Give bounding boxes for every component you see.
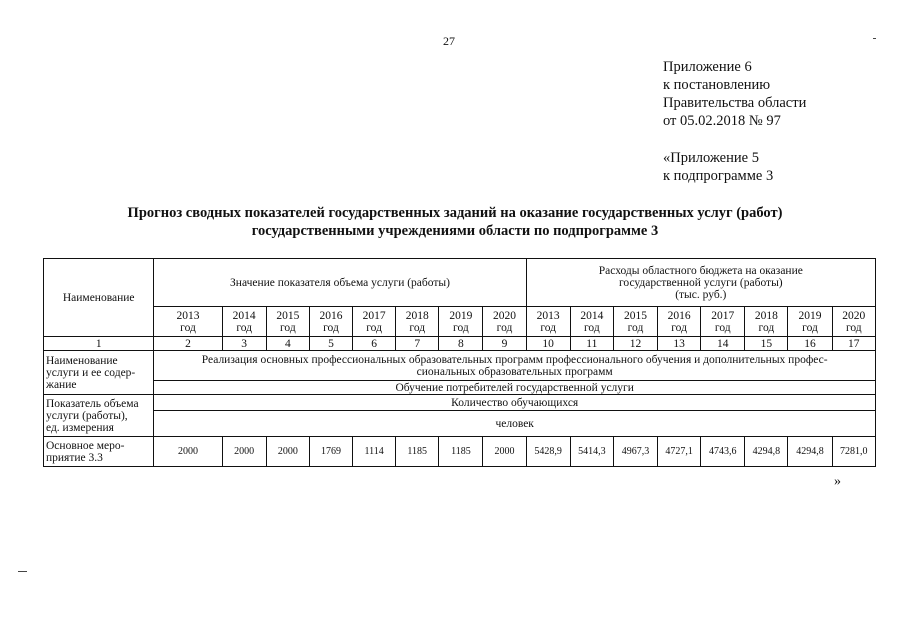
column-number-cell: 17: [832, 337, 875, 351]
year-header-cell: [832, 307, 875, 337]
year-suffix: год: [236, 321, 253, 334]
label-line: жание: [46, 378, 77, 391]
title-line: государственными учреждениями области по подпрограмме 3: [251, 223, 659, 239]
row-label-indicator: [44, 395, 154, 437]
title-line: Прогноз сводных показателей государственных заданий на оказание государственных услуг (работ): [127, 205, 783, 221]
volume-value-cell: 1114: [353, 437, 396, 467]
volume-value-cell: 1769: [309, 437, 352, 467]
volume-value-cell: 1185: [396, 437, 439, 467]
year-header-row: [44, 307, 876, 337]
header-budget-line: (тыс. руб.): [675, 288, 727, 301]
volume-value-cell: 2000: [154, 437, 222, 467]
row-label-main-event: [44, 437, 154, 467]
year-suffix: год: [180, 321, 196, 334]
year-suffix: год: [802, 321, 818, 334]
year-suffix: год: [496, 321, 513, 334]
column-number-cell: 8: [439, 337, 483, 351]
year-header-cell: [309, 307, 352, 337]
label-line: ед. измерения: [46, 421, 114, 434]
column-number-cell: 12: [613, 337, 657, 351]
column-number-cell: 15: [745, 337, 788, 351]
column-number-cell: 2: [154, 337, 222, 351]
subappendix-line: к подпрограмме 3: [663, 168, 774, 184]
year-label: 2017: [711, 309, 735, 322]
forecast-table: [43, 258, 876, 467]
appendix-line: Правительства области: [663, 95, 807, 111]
column-number-cell: 14: [701, 337, 745, 351]
budget-value-cell: 5428,9: [526, 437, 570, 467]
indicator-cell: Количество обучающихся: [154, 395, 876, 411]
year-suffix: год: [279, 321, 296, 334]
service-line: Реализация основных профессиональных образовательных программ профессионального обучения и дополнительных профес-: [201, 353, 828, 366]
year-label: 2019: [798, 309, 822, 322]
budget-value-cell: 4743,6: [701, 437, 745, 467]
label-line: услуги (работы),: [46, 409, 128, 422]
year-label: 2014: [580, 309, 604, 322]
year-label: 2013: [176, 309, 200, 322]
service-line: сиональных образовательных программ: [416, 365, 613, 378]
year-header-cell: [701, 307, 745, 337]
year-label: 2018: [405, 309, 429, 322]
column-number-row: [44, 337, 876, 351]
budget-value-cell: 4727,1: [658, 437, 701, 467]
year-header-cell: [613, 307, 657, 337]
year-header-cell: [154, 307, 222, 337]
appendix-line: от 05.02.2018 № 97: [663, 113, 781, 129]
year-label: 2015: [623, 309, 647, 322]
volume-value-cell: 2000: [266, 437, 309, 467]
column-number-cell: 5: [309, 337, 352, 351]
year-suffix: год: [583, 321, 600, 334]
year-header-cell: [439, 307, 483, 337]
column-number-cell: 13: [658, 337, 701, 351]
appendix-line: к постановлению: [663, 77, 771, 93]
column-number-cell: 6: [353, 337, 396, 351]
year-header-cell: [658, 307, 701, 337]
year-header-cell: [526, 307, 570, 337]
year-label: 2015: [276, 309, 300, 322]
budget-value-cell: 7281,0: [832, 437, 875, 467]
header-budget-group: [526, 259, 875, 307]
volume-value-cell: 2000: [222, 437, 266, 467]
label-line: приятие 3.3: [46, 451, 103, 464]
label-line: Показатель объема: [46, 397, 139, 410]
year-label: 2014: [232, 309, 256, 322]
budget-value-cell: 4294,8: [745, 437, 788, 467]
year-suffix: год: [366, 321, 382, 334]
budget-value-cell: 4294,8: [788, 437, 832, 467]
year-label: 2016: [319, 309, 343, 322]
year-suffix: год: [714, 321, 731, 334]
column-number-cell: 9: [483, 337, 526, 351]
volume-value-cell: 2000: [483, 437, 526, 467]
year-suffix: год: [671, 321, 687, 334]
subappendix-block: [663, 149, 773, 185]
year-suffix: год: [540, 321, 557, 334]
budget-value-cell: 5414,3: [570, 437, 613, 467]
year-header-cell: [266, 307, 309, 337]
header-volume-group: Значение показателя объема услуги (работы): [154, 259, 526, 307]
year-label: 2016: [667, 309, 691, 322]
year-suffix: год: [845, 321, 862, 334]
column-number-cell: 11: [570, 337, 613, 351]
document-title: [40, 204, 870, 240]
year-label: 2020: [842, 309, 866, 322]
page-number: 27: [443, 34, 455, 48]
service-name-cell: [154, 351, 876, 381]
year-header-cell: [222, 307, 266, 337]
year-header-cell: [745, 307, 788, 337]
budget-value-cell: 4967,3: [613, 437, 657, 467]
year-suffix: год: [627, 321, 644, 334]
scan-speck: [18, 571, 27, 572]
header-budget-line: государственной услуги (работы): [618, 276, 783, 289]
appendix-block: [663, 58, 806, 130]
volume-value-cell: 1185: [439, 437, 483, 467]
label-line: Основное меро-: [46, 439, 125, 452]
label-line: Наименование: [46, 354, 118, 367]
year-suffix: год: [409, 321, 426, 334]
year-label: 2018: [754, 309, 778, 322]
column-number-cell: 10: [526, 337, 570, 351]
year-label: 2013: [536, 309, 560, 322]
year-header-cell: [396, 307, 439, 337]
year-header-cell: [483, 307, 526, 337]
year-suffix: год: [453, 321, 469, 334]
year-header-cell: [353, 307, 396, 337]
year-suffix: год: [758, 321, 775, 334]
year-label: 2020: [493, 309, 517, 322]
year-header-cell: [788, 307, 832, 337]
column-number-cell: 7: [396, 337, 439, 351]
column-number-cell: 3: [222, 337, 266, 351]
row-label-service: [44, 351, 154, 395]
label-line: услуги и ее содер-: [46, 366, 136, 379]
year-label: 2017: [362, 309, 386, 322]
subappendix-line: «Приложение 5: [663, 150, 759, 166]
service-content-cell: Обучение потребителей государственной услуги: [154, 381, 876, 395]
column-number-cell: 16: [788, 337, 832, 351]
column-number-cell: 4: [266, 337, 309, 351]
column-number-cell: 1: [44, 337, 154, 351]
header-budget-line: Расходы областного бюджета на оказание: [598, 264, 803, 277]
scan-speck: [873, 38, 876, 39]
header-name: Наименование: [44, 259, 154, 337]
appendix-line: Приложение 6: [663, 59, 752, 75]
year-suffix: год: [323, 321, 339, 334]
closing-quote: »: [834, 474, 841, 489]
unit-cell: человек: [154, 411, 876, 437]
year-label: 2019: [449, 309, 473, 322]
year-header-cell: [570, 307, 613, 337]
